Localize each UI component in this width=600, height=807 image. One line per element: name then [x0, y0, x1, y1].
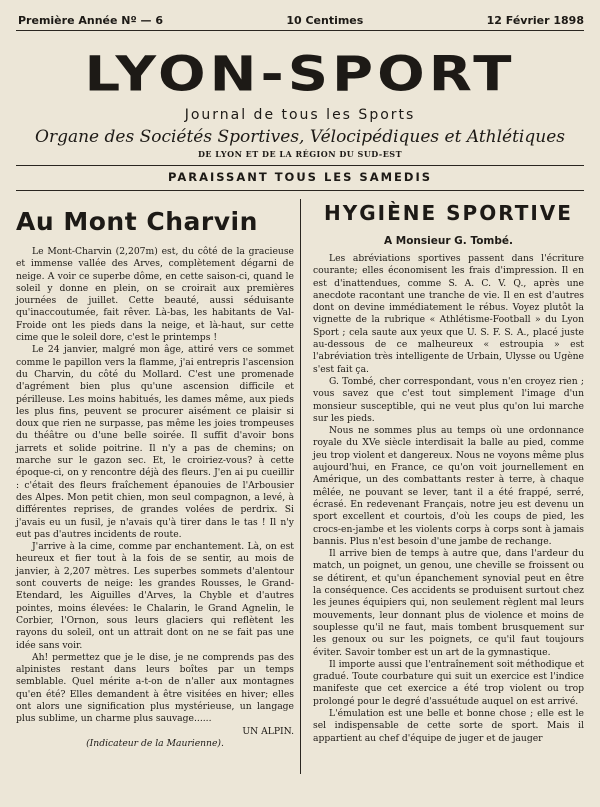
masthead-bottom-rule	[16, 190, 584, 191]
article-dedication: A Monsieur G. Tombé.	[383, 235, 513, 247]
issue-info-bar	[10, 10, 590, 30]
top-rule	[16, 30, 584, 31]
issue-date: 12 Février 1898	[486, 14, 584, 27]
paragraph: J'arrive à la cime, comme par enchantement. Là, on est heureux et fier tout à la fois de se sentir, au mois de janvier, à 2,207 mètres. Les superbes sommets d'alentour sont couverts de neige: les grandes Rousses, le Grand-Etendard, les Aiguilles d'Arves, la Chyble et d'autres pointes, moins élevées: le Chalarin, le Grand Agnelin, le Corbier, l'Ornon, sous leurs glaciers qui reflètent les rayons du soleil, ont un attrait dont on ne se fait pas une idée sans voir.	[16, 541, 294, 651]
paragraph: Nous ne sommes plus au temps où une ordonnance royale du XVe siècle interdisait la balle au pied, comme jeu trop violent et dangereux. Nous ne voyons même plus aujourd'hui, en France, ce qu'on voit journellement en Amérique, un des combattants rester à terre, à chaque mêlée, ne pouvant se lever, tant il a été frappé, serré, écrasé. En redevenant Français, notre jeu est devenu un sport excellent et courtois, d'où les coups de pied, les crocs-en-jambe et les violents corps à corps sont à jamais bannis. Plus n'est besoin d'une jambe de rechange.	[313, 425, 584, 547]
left-article-body	[16, 246, 294, 726]
right-article-title: HYGIÈNE SPORTIVE	[324, 201, 573, 225]
paragraph: G. Tombé, cher correspondant, vous n'en croyez rien ; vous savez que c'est tout simplement l'image d'un monsieur susceptible, qui ne veut plus qu'on lui marche sur les pieds.	[313, 375, 584, 424]
paragraph: Il arrive bien de temps à autre que, dans l'ardeur du match, un poignet, un genou, une cheville se froissent ou se détirent, et qu'un épanchement synovial peut en être la conséquence. Ces accidents se produisent surtout chez les jeunes équipiers qui, non seulement règlent mal leurs mouvements, leur donnant plus de violence et moins de souplesse qu'il ne faut, mais tombent brusquement sur les genoux ou sur les poignets, ce qu'il faut toujours éviter. Savoir tomber est un art de la gymnastique.	[313, 548, 584, 658]
issue-number: Première Année Nº — 6	[18, 14, 164, 27]
publication-frequency: PARAISSANT TOUS LES SAMEDIS	[167, 170, 433, 184]
masthead-rule	[16, 165, 584, 166]
paragraph: Les abréviations sportives passent dans l'écriture courante; elles économisent les frais d'impression. Il en est d'inattendues, comme S. A. C. V. Q., après une anecdote racontant une tranche de vie. Il en est d'autres dont on devine immédiatement le rébus. Voyez plutôt la vignette de la rubrique « Athlétisme-Football » du Lyon Sport ; cela saute aux yeux que U. S. F. S. A., placé juste au-dessous de ce malheureux « estroupia » est l'abréviation très intelligente de Urbain, Ulysse ou Ugène s'est fait ça.	[313, 253, 584, 375]
paragraph: L'émulation est une belle et bonne chose ; elle est le sel indispensable de cette sorte de sport. Mais il appartient au chef d'équipe de juger et de jauger	[313, 707, 584, 744]
left-article	[16, 199, 300, 774]
paragraph: Ah! permettez que je le dise, je ne comprends pas des alpinistes restant dans leurs boîtes par un temps semblable. Quel mérite a-t-on de n'aller aux montagnes qu'en été? Elles demandent à être visitées en hiver; elles ont alors une signification plus mystérieuse, un langage plus sublime, un charme plus sauvage......	[16, 651, 294, 725]
newspaper-region-line: DE LYON ET DE LA RÉGION DU SUD-EST	[197, 149, 403, 159]
masthead	[10, 47, 590, 184]
article-source: (Indicateur de la Maurienne).	[86, 737, 224, 749]
paragraph: Il importe aussi que l'entraînement soit méthodique et gradué. Toute courbature qui suit un exercice est l'indice manifeste que cet exercice a été trop violent ou trop prolongé pour le degré d'assuétude auquel on est arrivé.	[313, 658, 584, 707]
issue-price: 10 Centimes	[286, 14, 364, 27]
newspaper-title: LYON-SPORT	[84, 46, 516, 103]
paragraph: Le Mont-Charvin (2,207m) est, du côté de la gracieuse et immense vallée des Arves, complètement dégarni de neige. A voir ce superbe dôme, en cette saison-ci, quand le soleil y donne en plein, on se croirait aux premières journées de juillet. Cette beauté, aussi séduisante qu'inaccoutumée, fait rêver. Là-bas, les habitants de Val-Froide ont les pieds dans la neige, et là-haut, sur cette cime que le soleil dore, c'est le printemps !	[16, 246, 294, 344]
article-signature: UN ALPIN.	[242, 725, 294, 737]
newspaper-organ-line: Organe des Sociétés Sportives, Vélocipédiques et Athlétiques	[35, 127, 565, 147]
newspaper-subtitle: Journal de tous les Sports	[184, 107, 416, 123]
article-columns	[16, 199, 584, 774]
paragraph: Le 24 janvier, malgré mon âge, attiré vers ce sommet comme le papillon vers la flamme, j'ai entrepris l'ascension du Charvin, du côté du Mollard. C'est une promenade d'agrément bien plus qu'une ascension difficile et périlleuse. Les moins habitués, les dames même, aux pieds les plus fins, peuvent se procurer aisément ce plaisir si doux que rien ne surpasse, pas même les joies trompeuses du théâtre ou d'une belle soirée. Il suffit d'avoir bons jarrets et solide poitrine. Il n'y a pas de chemins; on marche sur le gazon sec. Et, le croiriez-vous? à cette époque-ci, on y rencontre déjà des fleurs. J'en ai pu cueillir : c'était des fleurs fraîchement épanouies de l'Arbousier des Alpes. Mon petit chien, mon seul compagnon, a levé, à différentes reprises, de grandes volées de perdrix. Si j'avais eu un fusil, je n'avais qu'à tirer dans le tas ! Il n'y eut pas d'autres incidents de route.	[16, 344, 294, 540]
left-article-title: Au Mont Charvin	[16, 207, 258, 236]
right-article-body	[313, 253, 584, 745]
right-article	[300, 199, 584, 774]
